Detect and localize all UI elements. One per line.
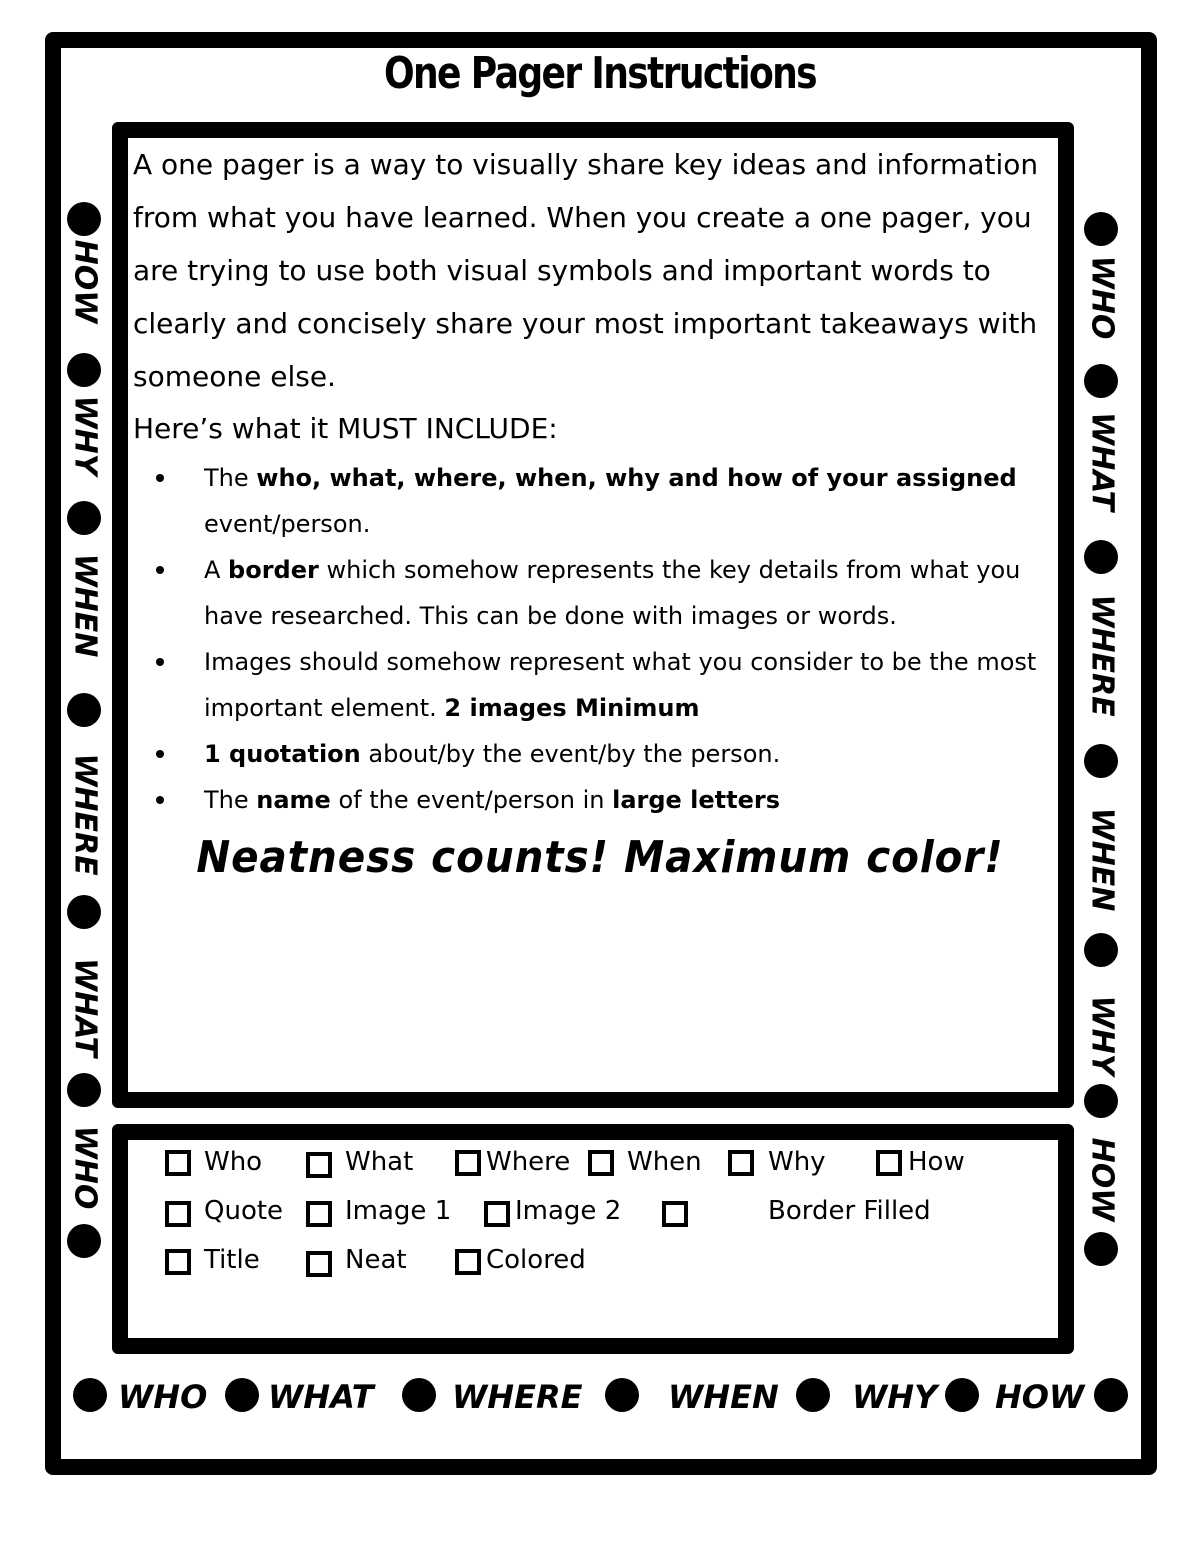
req-bold: name <box>256 786 331 814</box>
border-word: WHO <box>1084 255 1120 340</box>
border-dot <box>945 1378 979 1412</box>
checklist-label: Quote <box>204 1196 284 1226</box>
border-dot <box>67 693 101 727</box>
border-dot <box>1084 744 1118 778</box>
checklist-label: Who <box>204 1147 263 1177</box>
page-title: One Pager Instructions <box>383 48 817 99</box>
checkbox-when[interactable] <box>588 1150 614 1176</box>
border-word: WHO <box>67 1125 103 1210</box>
checkbox-image-1[interactable] <box>306 1201 332 1227</box>
border-dot <box>73 1378 107 1412</box>
border-word: WHERE <box>1084 594 1120 717</box>
border-word: WHO <box>118 1378 208 1416</box>
checkbox-image-2[interactable] <box>484 1201 510 1227</box>
border-dot <box>1084 1232 1118 1266</box>
slogan: Neatness counts! Maximum color! <box>196 832 1004 883</box>
checkbox-why[interactable] <box>728 1150 754 1176</box>
border-word: WHAT <box>67 957 103 1057</box>
list-item <box>150 777 1050 823</box>
checklist-label: When <box>627 1147 702 1177</box>
checklist-label: Why <box>768 1147 826 1177</box>
req-text: The <box>204 464 257 492</box>
req-text: The <box>204 786 257 814</box>
list-item <box>150 731 1050 777</box>
req-bold: 1 quotation <box>204 740 361 768</box>
border-word: WHERE <box>452 1378 583 1416</box>
border-word: HOW <box>67 239 103 324</box>
req-text: about/by the event/by the person. <box>360 740 781 768</box>
checklist-label: Image 1 <box>345 1196 452 1226</box>
req-bold: who, what, where, when, why and how of your assigned <box>256 464 1017 492</box>
checklist-label: Image 2 <box>515 1196 622 1226</box>
checklist-label: How <box>908 1147 965 1177</box>
border-dot <box>796 1378 830 1412</box>
border-dot <box>1094 1378 1128 1412</box>
checkbox-border-filled[interactable] <box>662 1201 688 1227</box>
border-word: WHAT <box>268 1378 374 1416</box>
border-word: WHEN <box>668 1378 779 1416</box>
must-include-heading: Here’s what it MUST INCLUDE: <box>133 412 558 445</box>
checkbox-title[interactable] <box>165 1249 191 1275</box>
req-bold: large letters <box>612 786 781 814</box>
checklist-label: Where <box>486 1147 571 1177</box>
border-word: HOW <box>995 1378 1085 1416</box>
requirements-list <box>150 455 1050 823</box>
checkbox-what[interactable] <box>306 1152 332 1178</box>
checklist-label: What <box>345 1147 414 1177</box>
checklist-label: Title <box>204 1245 260 1275</box>
list-item <box>150 639 1050 731</box>
border-word: WHEN <box>67 553 103 658</box>
req-text: of the event/person in <box>330 786 613 814</box>
border-word: WHERE <box>67 753 103 876</box>
checklist-label: Colored <box>486 1245 586 1275</box>
checkbox-who[interactable] <box>165 1150 191 1176</box>
border-dot <box>605 1378 639 1412</box>
border-dot <box>402 1378 436 1412</box>
intro-paragraph: A one pager is a way to visually share key ideas and information from what you have learned. When you create a one pager, you are trying to use both visual symbols and important words to clearly and concisely share your most important takeaways with someone else. <box>133 148 1039 393</box>
req-text: Images should somehow represent what you consider to be the most important element. <box>204 648 1037 722</box>
checkbox-quote[interactable] <box>165 1201 191 1227</box>
border-dot <box>67 1224 101 1258</box>
checklist-label: Border Filled <box>768 1196 931 1226</box>
border-word: WHY <box>852 1378 938 1416</box>
req-text: A <box>204 556 229 584</box>
border-dot <box>225 1378 259 1412</box>
border-dot <box>1084 933 1118 967</box>
border-word: WHEN <box>1084 807 1120 912</box>
border-word: WHY <box>67 395 103 476</box>
checkbox-how[interactable] <box>876 1150 902 1176</box>
border-dot <box>67 895 101 929</box>
border-word: HOW <box>1084 1137 1120 1222</box>
border-dot <box>1084 1084 1118 1118</box>
border-word: WHAT <box>1084 411 1120 511</box>
checkbox-where[interactable] <box>455 1150 481 1176</box>
checkbox-neat[interactable] <box>306 1251 332 1277</box>
border-dot <box>1084 540 1118 574</box>
req-bold: border <box>228 556 319 584</box>
req-text: which somehow represents the key details from what you have researched. This can be done with images or words. <box>204 556 1021 630</box>
list-item <box>150 547 1050 639</box>
checkbox-colored[interactable] <box>455 1249 481 1275</box>
req-bold: 2 images Minimum <box>444 694 700 722</box>
list-item <box>150 455 1050 547</box>
req-text: event/person. <box>204 510 371 538</box>
checklist-label: Neat <box>345 1245 407 1275</box>
border-word: WHY <box>1084 995 1120 1076</box>
